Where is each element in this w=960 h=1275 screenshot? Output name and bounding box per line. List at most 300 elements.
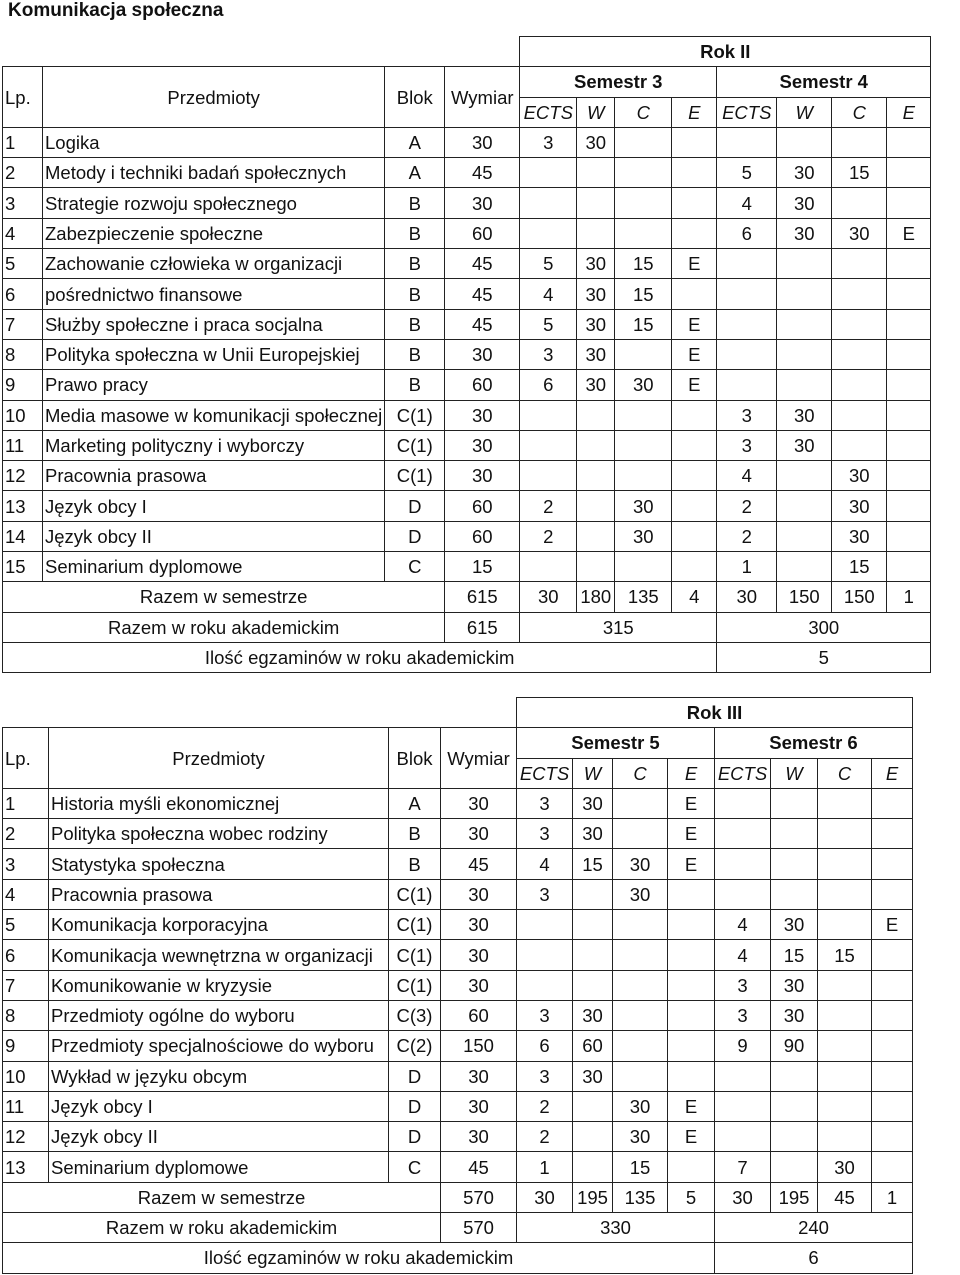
subject-name: Seminarium dyplomowe (49, 1152, 389, 1182)
table-cell (832, 309, 887, 339)
sum-semester-value: 195 (771, 1182, 818, 1212)
table-cell (872, 1000, 913, 1030)
table-row (3, 430, 931, 460)
sum-semester-value: 195 (573, 1182, 613, 1212)
table-cell (872, 970, 913, 1000)
table-cell (715, 1091, 771, 1121)
table-cell (872, 940, 913, 970)
table-cell: 30 (445, 127, 520, 157)
table-cell: 15 (615, 279, 672, 309)
table-cell: 45 (445, 249, 520, 279)
table-cell (777, 491, 832, 521)
table-cell (717, 309, 777, 339)
table-cell (818, 788, 872, 818)
subject-name: Przedmioty ogólne do wyboru (49, 1000, 389, 1030)
table-cell (777, 552, 832, 582)
table-cell (832, 127, 887, 157)
header-row-year (3, 698, 913, 728)
row-number: 9 (3, 1031, 49, 1061)
table-cell (520, 552, 577, 582)
table-cell (615, 430, 672, 460)
table-cell: 30 (573, 1000, 613, 1030)
table-cell (771, 879, 818, 909)
table-row (3, 249, 931, 279)
header-blok: Blok (385, 67, 445, 128)
table-cell: 45 (445, 279, 520, 309)
table-cell: E (672, 309, 717, 339)
table-cell: 30 (777, 218, 832, 248)
table-cell (818, 879, 872, 909)
table-cell (613, 970, 668, 1000)
table-cell: 1 (717, 552, 777, 582)
table-cell (672, 158, 717, 188)
header-row-year (3, 37, 931, 67)
table-cell: E (668, 1091, 715, 1121)
table-cell (573, 1152, 613, 1182)
table-cell (672, 127, 717, 157)
subject-name: Język obcy I (49, 1091, 389, 1121)
table-cell (615, 339, 672, 369)
table-cell (872, 849, 913, 879)
sum-year-sem-a: 315 (520, 612, 717, 642)
table-cell (818, 849, 872, 879)
table-cell (615, 461, 672, 491)
table-cell (818, 819, 872, 849)
table-cell: 15 (832, 158, 887, 188)
table-cell (577, 430, 615, 460)
subject-name: Język obcy II (43, 521, 385, 551)
table-cell: D (389, 1122, 441, 1152)
page-title: Komunikacja społeczna (8, 0, 224, 21)
sum-semester-value: 135 (613, 1182, 668, 1212)
table-cell: 3 (520, 339, 577, 369)
row-number: 12 (3, 1122, 49, 1152)
table-cell (573, 970, 613, 1000)
table-row (3, 788, 913, 818)
table-cell: C(1) (389, 970, 441, 1000)
table-cell (872, 1152, 913, 1182)
table-cell (818, 1061, 872, 1091)
table-cell: 30 (613, 1091, 668, 1121)
table-cell: 4 (715, 940, 771, 970)
table-cell (668, 970, 715, 1000)
table-cell: 4 (520, 279, 577, 309)
table-cell (573, 1091, 613, 1121)
table-cell: 2 (520, 491, 577, 521)
table-cell: C(1) (389, 879, 441, 909)
table-cell: 30 (615, 370, 672, 400)
table-row (3, 339, 931, 369)
table-cell (832, 339, 887, 369)
table-cell: 9 (715, 1031, 771, 1061)
table-cell (832, 400, 887, 430)
sum-semester-value: 570 (441, 1182, 517, 1212)
table-cell (887, 339, 931, 369)
row-number: 1 (3, 788, 49, 818)
sum-year-label: Razem w roku akademickim (3, 1213, 441, 1243)
table-cell: B (385, 339, 445, 369)
sum-semester-value: 615 (445, 582, 520, 612)
table-cell: 15 (818, 940, 872, 970)
header-wymiar: Wymiar (441, 728, 517, 789)
table-cell: 30 (777, 430, 832, 460)
table-cell: 30 (818, 1152, 872, 1182)
table-cell: 30 (573, 1061, 613, 1091)
table-cell (887, 461, 931, 491)
table-cell: 30 (832, 521, 887, 551)
table-cell (887, 249, 931, 279)
table-cell: 30 (832, 461, 887, 491)
sum-semester-value: 4 (672, 582, 717, 612)
table-cell: 4 (717, 461, 777, 491)
table-cell (771, 788, 818, 818)
table-cell: 30 (577, 370, 615, 400)
table-cell: 6 (717, 218, 777, 248)
subject-name: Logika (43, 127, 385, 157)
sum-semester-value: 45 (818, 1182, 872, 1212)
subject-name: Język obcy I (43, 491, 385, 521)
row-number: 4 (3, 218, 43, 248)
table-row (3, 370, 931, 400)
semester-b-header: Semestr 6 (715, 728, 913, 758)
row-number: 12 (3, 461, 43, 491)
row-number: 2 (3, 819, 49, 849)
table-cell: 30 (441, 1091, 517, 1121)
subject-name: Komunikacja korporacyjna (49, 910, 389, 940)
table-cell: 2 (717, 521, 777, 551)
table-cell (520, 188, 577, 218)
table-cell: 6 (520, 370, 577, 400)
table-cell: E (887, 218, 931, 248)
table-cell (577, 552, 615, 582)
table-cell (613, 1000, 668, 1030)
table-cell (887, 158, 931, 188)
table-cell: 2 (517, 1122, 573, 1152)
table-cell (887, 370, 931, 400)
table-cell (832, 249, 887, 279)
table-cell: E (668, 788, 715, 818)
table-cell (577, 188, 615, 218)
table-row (3, 940, 913, 970)
row-number: 5 (3, 249, 43, 279)
table-cell (520, 400, 577, 430)
header-c: C (613, 758, 668, 788)
table-row (3, 910, 913, 940)
table-cell: 30 (771, 1000, 818, 1030)
row-number: 3 (3, 188, 43, 218)
table-cell: 15 (615, 249, 672, 279)
table-cell: 30 (577, 127, 615, 157)
table-cell: B (385, 309, 445, 339)
table-cell: 45 (441, 1152, 517, 1182)
table-cell (887, 552, 931, 582)
table-cell (668, 940, 715, 970)
row-number: 6 (3, 940, 49, 970)
subject-name: Komunikacja wewnętrzna w organizacji (49, 940, 389, 970)
table-cell: 90 (771, 1031, 818, 1061)
table-cell: 30 (615, 521, 672, 551)
table-row (3, 309, 931, 339)
table-cell (771, 849, 818, 879)
table-cell: A (385, 158, 445, 188)
table-cell: 15 (615, 309, 672, 339)
table-cell (872, 819, 913, 849)
table-cell: C(1) (389, 940, 441, 970)
table-cell (872, 1122, 913, 1152)
table-cell: 30 (441, 788, 517, 818)
table-cell: C(1) (385, 430, 445, 460)
subject-name: Pracownia prasowa (43, 461, 385, 491)
table-cell: 2 (520, 521, 577, 551)
table-cell: 30 (441, 819, 517, 849)
subject-name: Seminarium dyplomowe (43, 552, 385, 582)
header-w: W (573, 758, 613, 788)
table-cell (613, 1031, 668, 1061)
table-cell (520, 430, 577, 460)
table-cell: 30 (615, 491, 672, 521)
exams-label: Ilość egzaminów w roku akademickim (3, 642, 717, 672)
table-cell (577, 521, 615, 551)
header-wymiar: Wymiar (445, 67, 520, 128)
table-cell: 30 (577, 249, 615, 279)
table-cell: 30 (441, 1061, 517, 1091)
table-cell (613, 788, 668, 818)
table-row (3, 279, 931, 309)
table-cell (615, 218, 672, 248)
table-cell (818, 1122, 872, 1152)
table-cell (715, 1061, 771, 1091)
subject-name: Przedmioty specjalnościowe do wyboru (49, 1031, 389, 1061)
table-cell (715, 819, 771, 849)
table-cell (577, 491, 615, 521)
table-cell: B (385, 188, 445, 218)
table-cell: 30 (445, 461, 520, 491)
subject-name: Prawo pracy (43, 370, 385, 400)
row-number: 8 (3, 1000, 49, 1030)
table-cell: 5 (520, 249, 577, 279)
table-cell (520, 218, 577, 248)
sum-year-wymiar: 615 (445, 612, 520, 642)
row-number: 11 (3, 1091, 49, 1121)
header-w: W (771, 758, 818, 788)
table-cell: 3 (517, 819, 573, 849)
sum-year-sem-b: 240 (715, 1213, 913, 1243)
table-cell (517, 940, 573, 970)
table-cell: E (668, 819, 715, 849)
table-cell (887, 430, 931, 460)
table-cell (887, 400, 931, 430)
table-cell (517, 970, 573, 1000)
table-cell: B (385, 279, 445, 309)
table-cell: 30 (573, 788, 613, 818)
table-cell: 30 (441, 940, 517, 970)
table-cell: 15 (832, 552, 887, 582)
table-cell: 60 (445, 521, 520, 551)
sum-semester-value: 30 (517, 1182, 573, 1212)
table-cell: 30 (441, 970, 517, 1000)
table-row (3, 188, 931, 218)
table-cell (672, 430, 717, 460)
table-cell: E (668, 849, 715, 879)
row-number: 13 (3, 1152, 49, 1182)
table-cell (717, 249, 777, 279)
sum-year-row (3, 612, 931, 642)
table-cell: 5 (520, 309, 577, 339)
subject-name: Pracownia prasowa (49, 879, 389, 909)
table-row (3, 1122, 913, 1152)
table-cell: 150 (441, 1031, 517, 1061)
sum-semester-value: 1 (887, 582, 931, 612)
table-cell: 6 (517, 1031, 573, 1061)
table-row (3, 1061, 913, 1091)
table-cell (577, 400, 615, 430)
table-cell (613, 1061, 668, 1091)
table-cell: C(1) (385, 461, 445, 491)
header-blok: Blok (389, 728, 441, 789)
table-cell (517, 910, 573, 940)
table-cell (717, 339, 777, 369)
table-cell: 30 (577, 339, 615, 369)
table-cell (818, 970, 872, 1000)
table-cell (872, 1061, 913, 1091)
table-cell: 15 (613, 1152, 668, 1182)
table-cell (832, 430, 887, 460)
sum-semester-value: 30 (520, 582, 577, 612)
table-cell (717, 370, 777, 400)
table-cell: C (385, 552, 445, 582)
table-cell: 45 (445, 309, 520, 339)
table-cell: D (385, 521, 445, 551)
row-number: 5 (3, 910, 49, 940)
table-cell (672, 279, 717, 309)
table-cell (715, 1122, 771, 1152)
table-cell: 15 (573, 849, 613, 879)
table-cell: B (385, 218, 445, 248)
table-cell: 30 (832, 491, 887, 521)
sum-semester-value: 150 (832, 582, 887, 612)
table-cell: 30 (777, 158, 832, 188)
table-cell (615, 158, 672, 188)
row-number: 13 (3, 491, 43, 521)
table-cell: 45 (445, 158, 520, 188)
table-row (3, 1152, 913, 1182)
table-cell: 3 (517, 1061, 573, 1091)
table-cell (577, 218, 615, 248)
table-row (3, 552, 931, 582)
table-cell: D (389, 1091, 441, 1121)
table-cell: 4 (517, 849, 573, 879)
table-cell: 30 (613, 1122, 668, 1152)
subject-name: Marketing polityczny i wyborczy (43, 430, 385, 460)
header-przedmioty: Przedmioty (43, 67, 385, 128)
table-cell: B (389, 849, 441, 879)
table-cell (887, 127, 931, 157)
sum-semester-label: Razem w semestrze (3, 1182, 441, 1212)
table-row (3, 1000, 913, 1030)
table-cell (520, 158, 577, 188)
header-row-main (3, 728, 913, 758)
subject-name: Polityka społeczna wobec rodziny (49, 819, 389, 849)
table-row (3, 879, 913, 909)
sum-year-row (3, 1213, 913, 1243)
table-cell: B (385, 370, 445, 400)
header-w: W (577, 97, 615, 127)
header-ects: ECTS (517, 758, 573, 788)
table-cell (832, 370, 887, 400)
table-cell: 3 (517, 879, 573, 909)
year-header: Rok II (520, 37, 931, 67)
table-cell (577, 461, 615, 491)
table-cell: B (385, 249, 445, 279)
table-cell (887, 279, 931, 309)
table-cell (818, 1000, 872, 1030)
table-cell (777, 461, 832, 491)
table-cell: 30 (445, 430, 520, 460)
table-cell: 4 (715, 910, 771, 940)
table-cell: 30 (777, 400, 832, 430)
table-cell (771, 1122, 818, 1152)
table-cell: 2 (517, 1091, 573, 1121)
row-number: 14 (3, 521, 43, 551)
table-cell: 30 (777, 188, 832, 218)
table-row (3, 461, 931, 491)
table-cell (573, 879, 613, 909)
table-cell (672, 552, 717, 582)
header-e: E (672, 97, 717, 127)
table-cell (520, 461, 577, 491)
table-cell (615, 552, 672, 582)
table-cell (771, 819, 818, 849)
table-cell: 30 (441, 910, 517, 940)
table-cell: 3 (717, 430, 777, 460)
row-number: 7 (3, 970, 49, 1000)
exams-row (3, 1243, 913, 1273)
table-cell: C(2) (389, 1031, 441, 1061)
table-cell (615, 188, 672, 218)
table-cell: E (672, 339, 717, 369)
table-cell (715, 879, 771, 909)
table-cell: B (389, 819, 441, 849)
table-cell (887, 309, 931, 339)
table-cell (777, 127, 832, 157)
table-cell (872, 1091, 913, 1121)
table-cell (777, 370, 832, 400)
row-number: 7 (3, 309, 43, 339)
header-c: C (832, 97, 887, 127)
table-cell: 3 (715, 1000, 771, 1030)
table-row (3, 970, 913, 1000)
table-cell: 60 (573, 1031, 613, 1061)
table-cell: 30 (441, 1122, 517, 1152)
header-w: W (777, 97, 832, 127)
header-ects: ECTS (717, 97, 777, 127)
row-number: 3 (3, 849, 49, 879)
table-cell (771, 1061, 818, 1091)
subject-name: Polityka społeczna w Unii Europejskiej (43, 339, 385, 369)
sum-semester-value: 150 (777, 582, 832, 612)
row-number: 11 (3, 430, 43, 460)
row-number: 2 (3, 158, 43, 188)
table-cell: 60 (445, 370, 520, 400)
sum-semester-row (3, 582, 931, 612)
table-cell (672, 461, 717, 491)
table-cell (872, 788, 913, 818)
table-cell: 30 (613, 879, 668, 909)
table-cell: 60 (445, 491, 520, 521)
subject-name: Strategie rozwoju społecznego (43, 188, 385, 218)
sum-year-sem-a: 330 (517, 1213, 715, 1243)
row-number: 6 (3, 279, 43, 309)
